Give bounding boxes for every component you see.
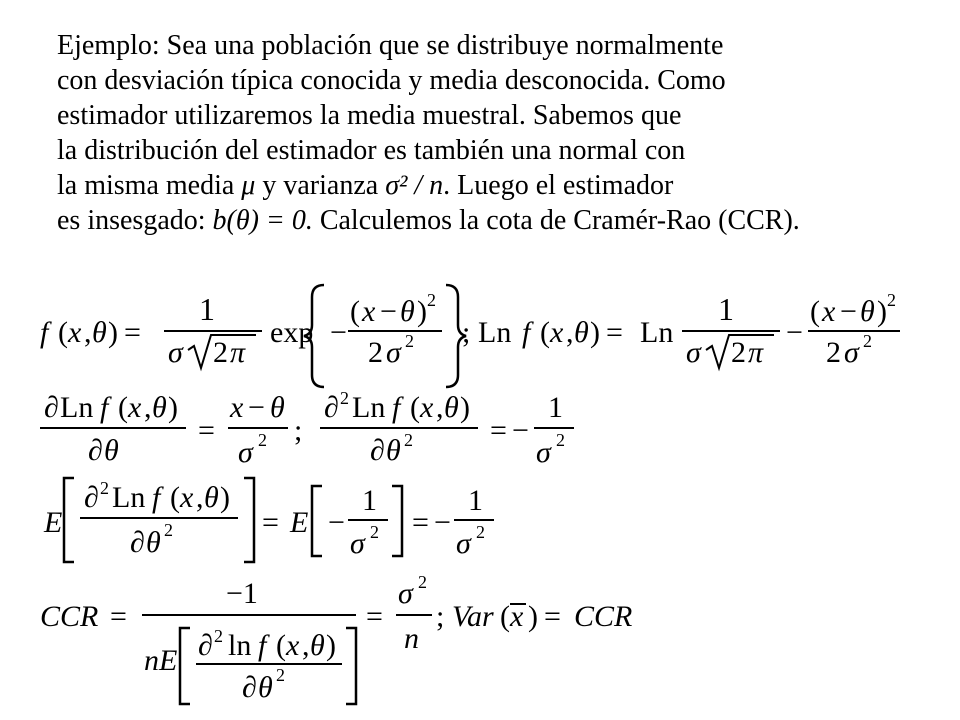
svg-text:x: x	[68, 316, 82, 349]
svg-text:): )	[460, 391, 470, 424]
svg-text:x: x	[822, 295, 836, 328]
svg-text:(: (	[170, 481, 180, 514]
svg-text:Ln: Ln	[112, 481, 146, 514]
svg-text:2: 2	[340, 388, 349, 408]
equation-4	[40, 572, 632, 704]
svg-text:θ: θ	[270, 391, 285, 424]
svg-text:−: −	[380, 295, 397, 328]
svg-text:,: ,	[302, 629, 310, 662]
svg-text:): )	[326, 629, 336, 662]
bias-expression: b(θ) = 0.	[212, 205, 313, 236]
variance-expression: σ² / n	[385, 170, 444, 201]
svg-text:(: (	[276, 629, 286, 662]
equation-2	[40, 388, 574, 469]
svg-text:∂: ∂	[324, 391, 339, 424]
svg-text:CCR: CCR	[574, 600, 633, 633]
svg-text:θ: θ	[386, 434, 401, 467]
svg-text:,: ,	[566, 316, 574, 349]
svg-text:2: 2	[368, 336, 383, 369]
svg-text:θ: θ	[574, 316, 589, 349]
svg-text:=: =	[606, 316, 623, 349]
svg-text:): )	[220, 481, 230, 514]
svg-text:x: x	[128, 391, 142, 424]
svg-text:2: 2	[404, 430, 413, 450]
svg-text:−1: −1	[226, 577, 258, 610]
svg-text:ln: ln	[228, 629, 252, 662]
svg-text:2: 2	[418, 572, 427, 592]
svg-text:2: 2	[427, 290, 436, 310]
svg-text:2: 2	[100, 478, 109, 498]
svg-text:θ: θ	[400, 295, 415, 328]
svg-text:,: ,	[84, 316, 92, 349]
svg-text:(: (	[350, 295, 360, 328]
svg-text:Var: Var	[452, 600, 494, 633]
svg-text:θ: θ	[310, 629, 325, 662]
svg-text:;: ;	[294, 414, 303, 447]
svg-text:(: (	[118, 391, 128, 424]
text-line-5-c: . Luego el estimador	[443, 170, 674, 201]
svg-text:σ: σ	[168, 336, 183, 369]
svg-text:−: −	[840, 295, 857, 328]
svg-text:;: ;	[462, 316, 471, 349]
svg-text:): )	[168, 391, 178, 424]
svg-text:∂: ∂	[44, 391, 59, 424]
svg-text:σ: σ	[238, 436, 253, 469]
text-line-5-b: y varianza	[262, 170, 379, 201]
svg-text:,: ,	[144, 391, 152, 424]
svg-text:=: =	[544, 600, 561, 633]
svg-text:∂: ∂	[130, 526, 145, 559]
svg-text:θ: θ	[860, 295, 875, 328]
svg-text:2: 2	[556, 430, 565, 450]
svg-text:−: −	[434, 506, 451, 539]
text-line-2: con desviación típica conocida y media desconocida. Como	[57, 65, 726, 96]
svg-text:x: x	[550, 316, 564, 349]
svg-text:2: 2	[405, 331, 414, 351]
svg-text:−: −	[330, 316, 347, 349]
svg-text:=: =	[124, 316, 141, 349]
svg-text:=: =	[110, 600, 127, 633]
svg-text:σ: σ	[350, 527, 365, 560]
svg-text:=: =	[262, 506, 279, 539]
svg-text:2: 2	[213, 336, 228, 369]
svg-text:(: (	[540, 316, 550, 349]
svg-text:π: π	[230, 336, 246, 369]
svg-text:CCR: CCR	[40, 600, 99, 633]
svg-text:): )	[417, 295, 427, 328]
svg-text:2: 2	[731, 336, 746, 369]
svg-text:Ln: Ln	[478, 316, 512, 349]
svg-text:x: x	[362, 295, 376, 328]
svg-text:(: (	[410, 391, 420, 424]
svg-text:Ln: Ln	[60, 391, 94, 424]
svg-text:nE: nE	[144, 644, 178, 677]
svg-text:;: ;	[436, 600, 445, 633]
svg-text:∂: ∂	[84, 481, 99, 514]
svg-text:1: 1	[468, 484, 483, 517]
svg-text:f: f	[152, 481, 161, 514]
svg-text:(: (	[810, 295, 820, 328]
svg-text:2: 2	[863, 331, 872, 351]
svg-text:σ: σ	[386, 336, 401, 369]
svg-text:θ: θ	[146, 526, 161, 559]
svg-text:1: 1	[199, 291, 215, 327]
svg-text:∂: ∂	[242, 671, 257, 704]
svg-text:2: 2	[370, 522, 379, 542]
svg-text:): )	[877, 295, 887, 328]
svg-text:2: 2	[258, 430, 267, 450]
text-line-6-c: Calculemos la cota de Cramér-Rao (CCR).	[319, 205, 800, 236]
svg-text:Ln: Ln	[352, 391, 386, 424]
svg-text:x: x	[286, 629, 300, 662]
svg-text:x: x	[230, 391, 244, 424]
svg-text:∂: ∂	[88, 434, 103, 467]
svg-text:Ln: Ln	[640, 316, 674, 349]
svg-text:=: =	[412, 506, 429, 539]
svg-text:π: π	[748, 336, 764, 369]
svg-text:2: 2	[826, 336, 841, 369]
svg-text:E: E	[290, 506, 309, 539]
svg-text:x: x	[510, 600, 524, 633]
svg-text:x: x	[180, 481, 194, 514]
svg-text:(: (	[500, 600, 510, 633]
svg-text:2: 2	[164, 520, 173, 540]
svg-text:f: f	[100, 391, 109, 424]
svg-text:2: 2	[476, 522, 485, 542]
svg-text:σ: σ	[456, 527, 471, 560]
svg-text:f: f	[258, 629, 267, 662]
svg-text:∂: ∂	[370, 434, 385, 467]
svg-text:(: (	[58, 316, 68, 349]
svg-text:f: f	[522, 316, 531, 349]
svg-text:E: E	[44, 506, 63, 539]
svg-text:=: =	[366, 600, 383, 633]
svg-text:σ: σ	[536, 436, 551, 469]
svg-text:f: f	[40, 316, 49, 349]
text-line-3: estimador utilizaremos la media muestral. Sabemos que	[57, 100, 682, 131]
svg-text:−: −	[248, 391, 265, 424]
svg-text:,: ,	[436, 391, 444, 424]
svg-text:x: x	[420, 391, 434, 424]
svg-text:θ: θ	[152, 391, 167, 424]
svg-text:θ: θ	[444, 391, 459, 424]
text-line-4: la distribución del estimador es también una normal con	[57, 135, 686, 166]
svg-text:exp: exp	[270, 316, 314, 349]
svg-text:2: 2	[214, 626, 223, 646]
text-line-5-a: la misma media	[57, 170, 235, 201]
svg-text:1: 1	[718, 291, 734, 327]
svg-text:σ: σ	[398, 577, 413, 610]
svg-text:,: ,	[196, 481, 204, 514]
svg-text:): )	[528, 600, 538, 633]
svg-text:f: f	[392, 391, 401, 424]
svg-text:σ: σ	[686, 336, 701, 369]
text-line-1: Ejemplo: Sea una población que se distribuye normalmente	[57, 30, 724, 61]
svg-text:θ: θ	[92, 316, 107, 349]
equation-1	[40, 285, 900, 387]
svg-text:θ: θ	[204, 481, 219, 514]
svg-text:θ: θ	[258, 671, 273, 704]
equation-3	[43, 478, 494, 562]
svg-text:σ: σ	[844, 336, 859, 369]
mu-symbol: μ	[241, 170, 256, 201]
svg-text:−: −	[512, 414, 529, 447]
svg-text:−: −	[328, 506, 345, 539]
svg-text:): )	[108, 316, 118, 349]
svg-text:1: 1	[362, 484, 377, 517]
svg-text:−: −	[786, 316, 803, 349]
svg-text:∂: ∂	[198, 629, 213, 662]
svg-text:θ: θ	[104, 434, 119, 467]
svg-text:1: 1	[548, 391, 563, 424]
svg-text:2: 2	[887, 290, 896, 310]
svg-text:=: =	[490, 414, 507, 447]
svg-text:2: 2	[276, 665, 285, 685]
svg-text:=: =	[198, 414, 215, 447]
svg-text:n: n	[404, 622, 419, 655]
text-line-6-a: es insesgado:	[57, 205, 206, 236]
svg-text:): )	[590, 316, 600, 349]
